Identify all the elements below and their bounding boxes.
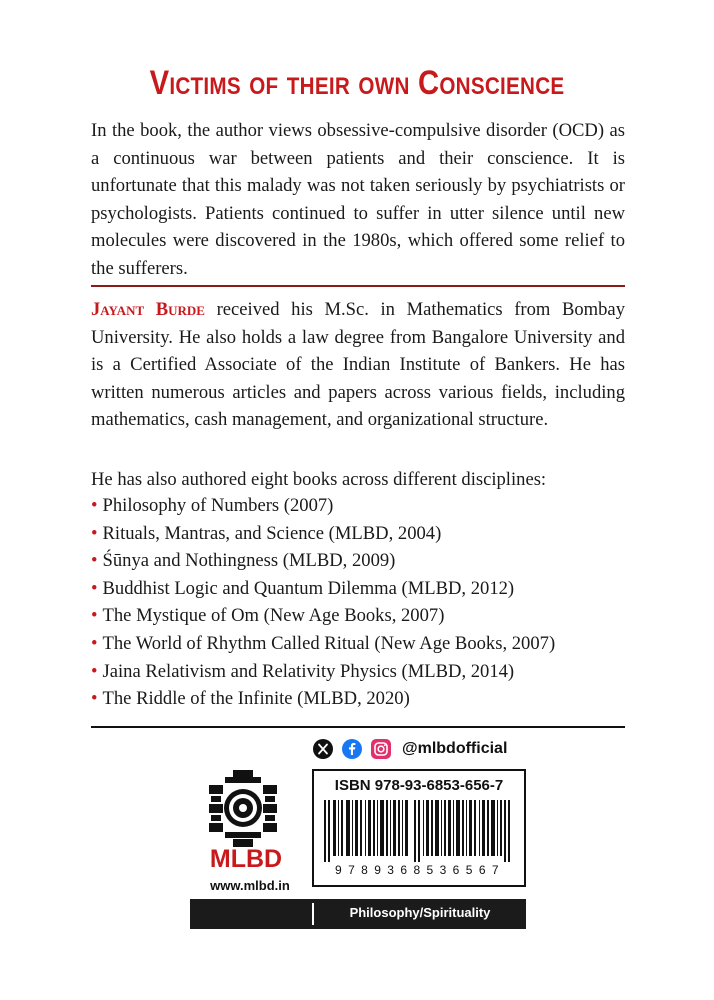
bullet-icon: •: [91, 550, 98, 572]
facebook-icon[interactable]: [342, 739, 362, 759]
bullet-icon: •: [91, 522, 98, 544]
footer-separator: [312, 903, 314, 925]
footer-divider: [91, 726, 625, 728]
bullet-icon: •: [91, 577, 98, 599]
category-label: Philosophy/Spirituality: [349, 905, 491, 920]
list-item: • The Riddle of the Infinite (MLBD, 2020): [91, 688, 410, 710]
publisher-website[interactable]: www.mlbd.in: [210, 878, 290, 893]
list-item: • Śūnya and Nothingness (MLBD, 2009): [91, 550, 396, 572]
list-item: • The Mystique of Om (New Age Books, 2007): [91, 605, 445, 627]
author-name: Jayant Burde: [91, 299, 205, 320]
social-bar: [313, 738, 507, 760]
social-handle[interactable]: @mlbdofficial: [402, 740, 508, 757]
bullet-icon: •: [91, 632, 98, 654]
footer-bar: [190, 899, 526, 929]
book-title: Victims of their own Conscience: [149, 64, 565, 102]
author-bio: [91, 296, 625, 434]
bullet-icon: •: [91, 495, 98, 516]
list-item: • Buddhist Logic and Quantum Dilemma (MLBD, 2012): [91, 577, 515, 599]
book-description: In the book, the author views obsessive-compulsive disorder (OCD) as a continuous war between patients and their conscience. It is unfortunate that this malady was not taken seriously by psychiatrists or psychologists. Patients continued to suffer in utter silence until new molecules were discovered in the 1980s, which offered some relief to the sufferers.: [91, 120, 625, 279]
section-divider: [91, 285, 625, 287]
author-bio-text: received his M.Sc. in Mathematics from Bombay University. He also holds a law degree from Bangalore University and is a Certified Associate of the Indian Institute of Bankers. He has written numerous articles and papers across various fields, including mathematics, cash management, and organizational structure.: [91, 299, 625, 430]
list-item: • Philosophy of Numbers (2007): [91, 495, 334, 516]
book-list: [91, 492, 555, 713]
publisher-name: MLBD: [209, 845, 283, 873]
isbn-label: ISBN 978-93-6853-656-7: [334, 777, 504, 794]
barcode: [324, 800, 514, 862]
bullet-icon: •: [91, 660, 98, 682]
instagram-icon[interactable]: [371, 739, 391, 759]
barcode-panel: [312, 769, 526, 887]
list-item: • The World of Rhythm Called Ritual (New Age Books, 2007): [91, 632, 556, 654]
bullet-icon: •: [91, 605, 98, 627]
bullet-icon: •: [91, 688, 98, 710]
list-item: • Rituals, Mantras, and Science (MLBD, 2004): [91, 522, 442, 544]
x-icon[interactable]: [313, 739, 333, 759]
publisher-logo: [207, 768, 279, 850]
list-item: • Jaina Relativism and Relativity Physics (MLBD, 2014): [91, 660, 515, 682]
books-intro: He has also authored eight books across different disciplines:: [91, 469, 547, 490]
barcode-digits: 9789368536567: [335, 863, 505, 877]
